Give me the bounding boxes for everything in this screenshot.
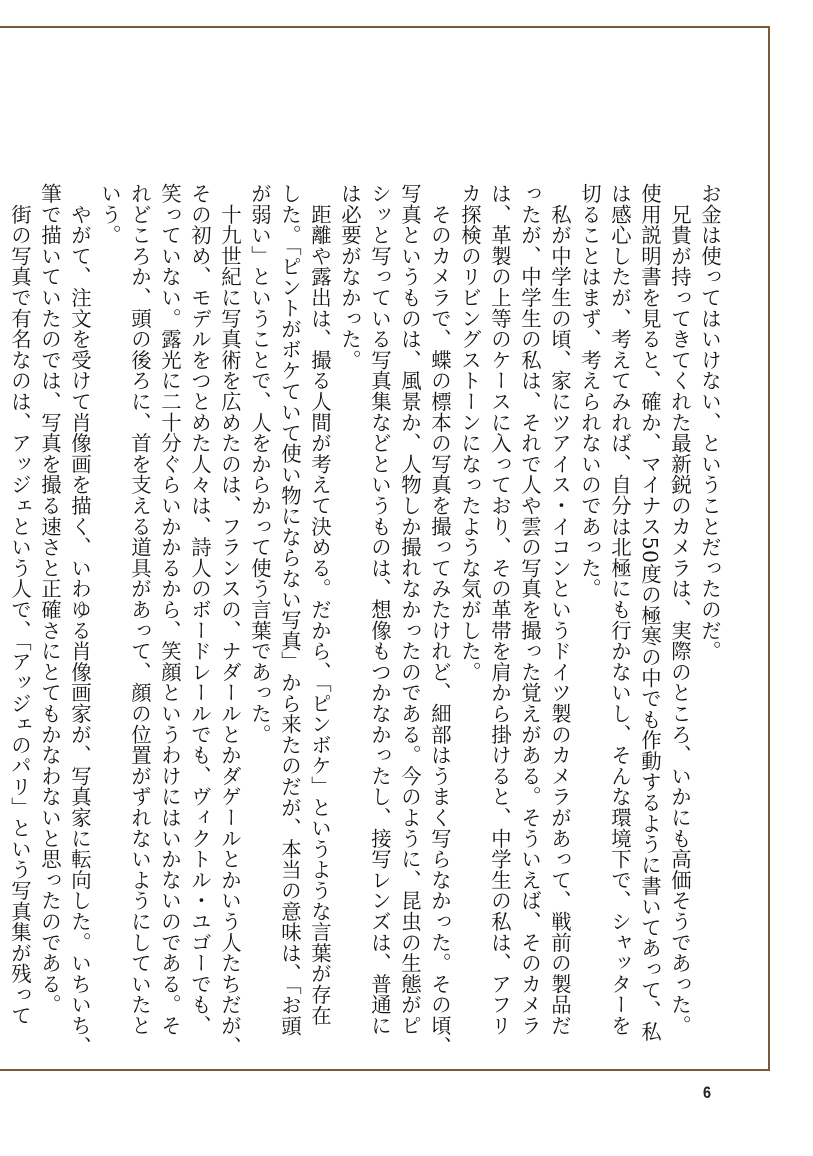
text-line: は感心したが、考えてみれば、自分は北極にも行かないし、そんな環境下で、シャッターを: [608, 183, 632, 1036]
text-line: 切ることはまず、考えられないのであった。: [578, 183, 602, 599]
text-line: 兄貴が持ってきてくれた最新鋭のカメラは、実際のところ、いかにも高価そうであった。: [668, 183, 692, 1036]
text-line: した。「ピントがボケていて使い物にならない写真」から来たのだが、本当の意味は、「お頭: [278, 183, 302, 1037]
text-line: れどころか、頭の後ろに、首を支える道具があって、顔の位置がずれないようにしていたと: [128, 183, 152, 1036]
text-line: ったが、中学生の私は、それで人や雲の写真を撮った覚えがある。そういえば、そのカメラ: [518, 183, 542, 1036]
vertical-body-text: [5, 183, 725, 1057]
text-line: 筆で描いていたのでは、写真を撮る速さと正確さにとてもかなわないと思ったのである。: [38, 183, 62, 1015]
page-number: 6: [702, 1083, 712, 1102]
text-line: が弱い」ということで、人をからかって使う言葉であった。: [248, 183, 272, 745]
text-line: お金は使ってはいけない、ということだったのだ。: [698, 183, 722, 662]
text-line: その初め、モデルをつとめた人々は、詩人のボードレールでも、ヴィクトル・ユゴーでも、: [188, 183, 212, 1036]
text-line: 写真というものは、風景か、人物しか撮れなかったのである。今のように、昆虫の生態がピ: [398, 183, 422, 1036]
text-line: やがて、注文を受けて肖像画を描く、いわゆる肖像画家が、写真家に転向した。いちいち、: [68, 183, 92, 1057]
text-line: 私が中学生の頃、家にツアイス・イコンというドイツ製のカメラがあって、戦前の製品だ: [548, 183, 572, 1036]
text-line: シッと写っている写真集などというものは、想像もつかなかったし、接写レンズは、普通に: [368, 183, 392, 1036]
text-line: は、革製の上等のケースに入っており、その革帯を肩から掛けると、中学生の私は、アフリ: [488, 183, 512, 1036]
text-line: 笑っていない。露光に二十分ぐらいかかるから、笑顔というわけにはいかないのである。そ: [158, 183, 182, 1036]
text-line: 十九世紀に写真術を広めたのは、フランスの、ナダールとかダゲールとかいう人たちだが、: [218, 183, 242, 1057]
text-line: いう。: [98, 183, 122, 246]
text-line: 距離や露出は、撮る人間が考えて決める。だから、「ピンボケ」というような言葉が存在: [308, 183, 332, 1026]
text-line: は必要がなかった。: [338, 183, 362, 371]
text-line: そのカメラで、蝶の標本の写真を撮ってみたけれど、細部はうまく写らなかった。その頃、: [428, 183, 452, 1057]
text-line: カ探検のリビングストーンになったような気がした。: [458, 183, 482, 683]
text-line: 使用説明書を見ると、確か、マイナス50度の極寒の中でも作動するように書いてあって、私: [638, 183, 662, 1042]
text-line: 街の写真で有名なのは、アッジェという人で、「アッジェのパリ」という写真集が残って: [8, 183, 32, 1026]
